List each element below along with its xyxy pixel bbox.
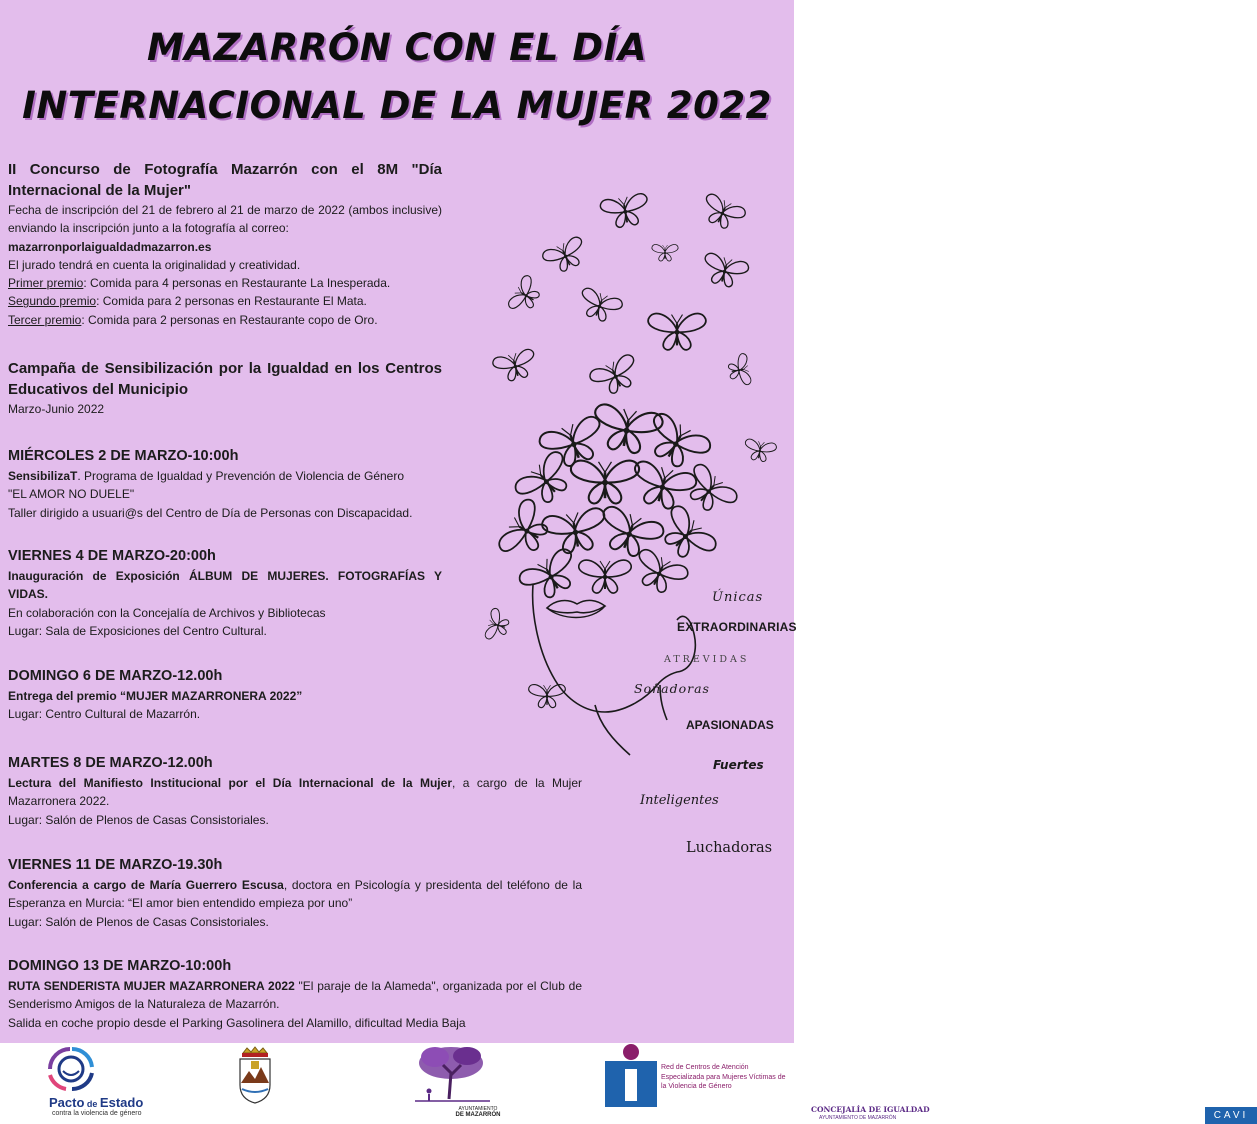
butterfly-icon xyxy=(541,507,610,557)
prize-label: Segundo premio xyxy=(8,294,97,309)
event-date: DOMINGO 13 DE MARZO-10:00h xyxy=(8,958,232,974)
event-line: Lugar: Centro Cultural de Mazarrón. xyxy=(8,707,201,722)
event-11-march xyxy=(8,855,582,931)
prize-first xyxy=(8,274,442,292)
butterfly-icon xyxy=(575,287,623,326)
prize-label: Tercer premio xyxy=(8,312,82,327)
butterfly-icon xyxy=(541,235,590,277)
contest-dates: Fecha de inscripción del 21 de febrero al 21 de marzo de 2022 (ambos inclusive) enviando la inscripción junto a la fotografía al correo: xyxy=(8,203,442,236)
event-title: Lectura del Manifiesto Institucional por el Día Internacional de la Mujer xyxy=(8,776,452,790)
prize-text: : Comida para 2 personas en Restaurante copo de Oro. xyxy=(81,312,378,327)
event-13-march xyxy=(8,956,582,1032)
event-line: "EL AMOR NO DUELE" xyxy=(8,487,135,502)
butterfly-icon xyxy=(492,348,539,384)
word-unicas: Únicas xyxy=(712,590,764,605)
word-atrevidas: ATREVIDAS xyxy=(664,654,750,665)
word-fuertes: Fuertes xyxy=(713,758,764,772)
butterfly-icon xyxy=(648,314,706,350)
event-title: SensibilizaT xyxy=(8,469,78,483)
butterfly-icon xyxy=(727,353,752,387)
title-line-1: MAZARRÓN CON EL DÍA xyxy=(146,26,647,69)
event-date: VIERNES 4 DE MARZO-20:00h xyxy=(8,548,216,564)
contest-jury: El jurado tendrá en cuenta la originalidad y creatividad. xyxy=(8,257,301,272)
lips-shape xyxy=(547,600,605,612)
event-text: "El paraje de la Alameda", organizada por el Club de Senderismo Amigos de la Naturaleza de Mazarrón. xyxy=(8,979,583,1012)
event-line: Taller dirigido a usuari@s del Centro de Día de Personas con Discapacidad. xyxy=(8,505,413,520)
word-apasionadas: APASIONADAS xyxy=(686,718,774,732)
word-sonadoras: Soñadoras xyxy=(634,681,710,696)
butterfly-icon xyxy=(599,193,651,230)
pacto-de-estado-logo xyxy=(20,1043,144,1124)
ayuntamiento-line-2: DE MAZARRÓN xyxy=(455,1112,501,1118)
butterfly-icon xyxy=(571,461,639,504)
campaign-dates: Marzo-Junio 2022 xyxy=(8,402,105,416)
contest-section xyxy=(8,159,442,329)
title-line-2: INTERNACIONAL DE LA MUJER 2022 xyxy=(22,84,772,127)
ayuntamiento-logo xyxy=(225,1043,501,1124)
butterfly-icon xyxy=(589,403,664,457)
butterfly-icon xyxy=(627,460,698,515)
info-i-icon xyxy=(605,1043,665,1107)
event-title: Conferencia a cargo de María Guerrero Escusa xyxy=(8,878,284,892)
coat-of-arms-icon xyxy=(225,1045,285,1107)
event-text: , doctora en Psicología y presidenta del teléfono de la Esperanza en Murcia: “El amor bien entendido empieza por uno” xyxy=(8,878,582,911)
prize-second xyxy=(8,292,442,310)
butterfly-icon xyxy=(698,192,747,234)
butterfly-icon xyxy=(512,449,580,514)
butterfly-icon xyxy=(639,411,713,477)
concejalia-line-2: AYUNTAMIENTO DE MAZARRÓN xyxy=(819,1115,897,1121)
butterfly-icon xyxy=(699,252,749,291)
campaign-heading: Campaña de Sensibilización por la Igualdad en los Centros Educativos del Municipio xyxy=(8,360,442,398)
footer-logos xyxy=(0,1043,1249,1124)
contest-heading: II Concurso de Fotografía Mazarrón con el 8M "Día Internacional de la Mujer" xyxy=(8,161,442,199)
concejalia-line-1: CONCEJALÍA DE IGUALDAD xyxy=(811,1105,930,1114)
woman-butterflies-illustration xyxy=(455,180,785,770)
butterfly-icon xyxy=(588,353,643,400)
word-inteligentes: Inteligentes xyxy=(640,793,719,808)
prize-text: : Comida para 4 personas en Restaurante La Inesperada. xyxy=(83,276,391,291)
pacto-emblem-icon xyxy=(20,1045,120,1095)
event-4-march xyxy=(8,546,442,640)
ayuntamiento-line-1: AYUNTAMIENTO xyxy=(458,1106,498,1112)
butterfly-icon xyxy=(579,560,631,593)
event-line: En colaboración con la Concejalía de Archivos y Bibliotecas xyxy=(8,605,326,620)
event-title: Inauguración de Exposición ÁLBUM DE MUJERES. FOTOGRAFÍAS Y VIDAS. xyxy=(8,569,442,602)
word-extraordinarias: EXTRAORDINARIAS xyxy=(677,620,797,634)
event-date: DOMINGO 6 DE MARZO-12.00h xyxy=(8,668,223,684)
campaign-section xyxy=(8,358,442,418)
butterfly-icon xyxy=(517,546,585,606)
pacto-title: Pacto de Estado xyxy=(49,1095,144,1110)
contest-email-link[interactable]: mazarronporlaigualdadmazarron.es xyxy=(8,239,212,254)
word-luchadoras: Luchadoras xyxy=(686,840,773,856)
tree-icon xyxy=(405,1043,500,1103)
event-text: . Programa de Igualdad y Prevención de Violencia de Género xyxy=(77,469,405,483)
butterfly-icon xyxy=(652,245,678,262)
butterfly-icon xyxy=(507,274,545,317)
cavi-label: CAVI xyxy=(1205,1107,1257,1124)
event-date: VIERNES 11 DE MARZO-19.30h xyxy=(8,857,223,873)
butterfly-icon xyxy=(678,462,739,521)
pacto-subtitle: contra la violencia de género xyxy=(52,1110,142,1117)
event-date: MIÉRCOLES 2 DE MARZO-10:00h xyxy=(8,448,239,464)
event-2-march xyxy=(8,446,442,522)
event-text: , a cargo de la Mujer Mazarronera 2022. xyxy=(8,776,582,809)
butterfly-icon xyxy=(484,607,511,643)
event-line: Lugar: Salón de Plenos de Casas Consistoriales. xyxy=(8,812,269,827)
prize-third xyxy=(8,311,442,329)
event-title: Entrega del premio “MUJER MAZARRONERA 2022” xyxy=(8,689,303,703)
event-line: Lugar: Salón de Plenos de Casas Consistoriales. xyxy=(8,914,269,929)
cavi-description: Red de Centros de Atención Especializada para Mujeres Víctimas de la Violencia de Género xyxy=(661,1064,786,1090)
event-line: Salida en coche propio desde el Parking Gasolinera del Alamillo, dificultad Media Baja xyxy=(8,1015,466,1030)
event-6-march xyxy=(8,666,442,724)
event-date: MARTES 8 DE MARZO-12.00h xyxy=(8,755,213,771)
butterfly-icon xyxy=(743,438,777,463)
event-line: Lugar: Sala de Exposiciones del Centro Cultural. xyxy=(8,623,267,638)
prize-text: : Comida para 2 personas en Restaurante El Mata. xyxy=(96,294,367,309)
prize-label: Primer premio xyxy=(8,276,84,291)
event-title: RUTA SENDERISTA MUJER MAZARRONERA 2022 xyxy=(8,979,295,993)
butterfly-icon xyxy=(653,503,719,569)
